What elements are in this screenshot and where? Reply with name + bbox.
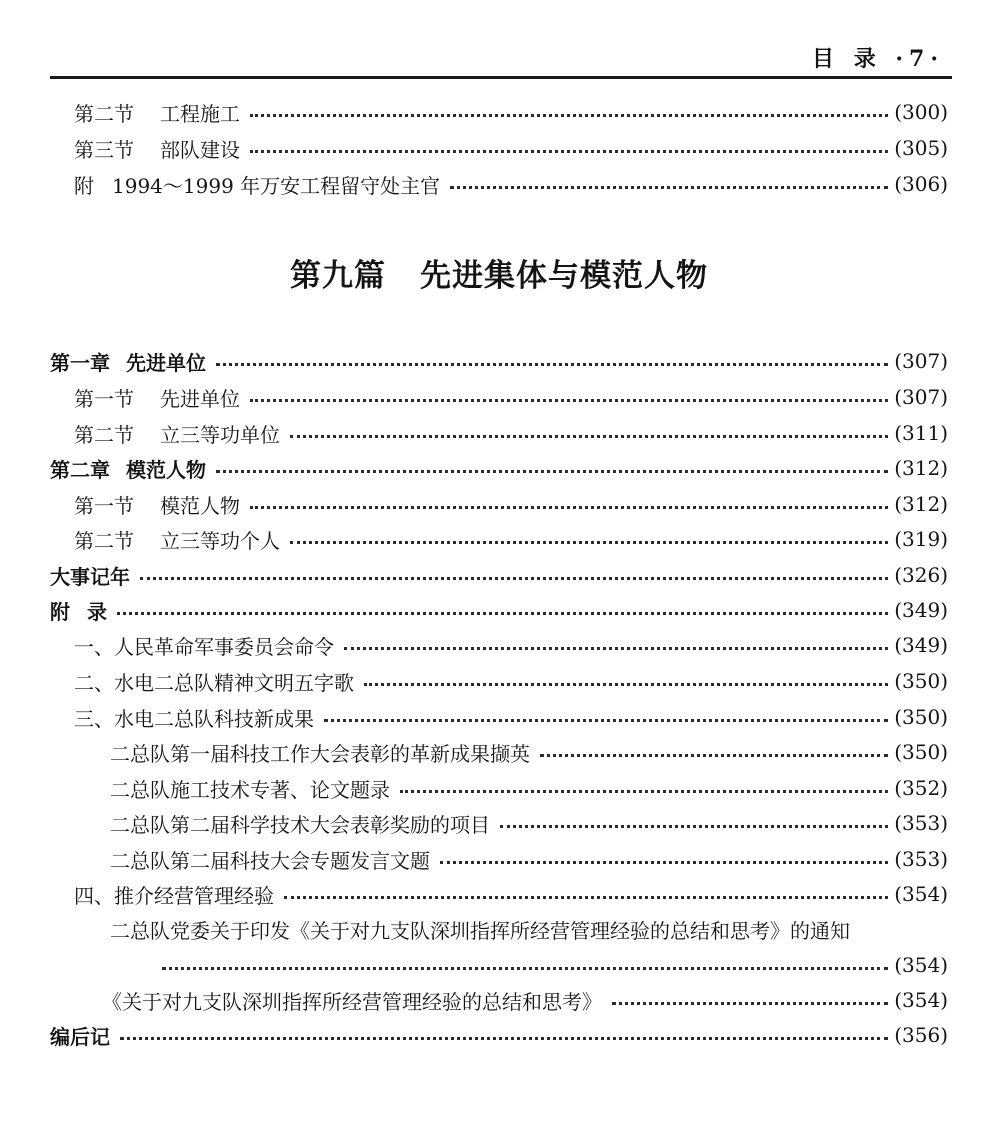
- chapter-title: 先进单位: [126, 350, 206, 375]
- toc-entry[interactable]: [50, 487, 948, 521]
- toc-entry-label: 二总队第一届科技工作大会表彰的革新成果撷英: [110, 741, 530, 766]
- page-number: (350): [894, 705, 948, 729]
- dot-leader: [344, 647, 888, 650]
- toc-entry-label: [50, 419, 288, 448]
- toc-entry-label: 二总队第二届科技大会专题发言文题: [110, 848, 430, 873]
- toc-chapter-entry[interactable]: [50, 344, 948, 378]
- dot-leader: [290, 435, 888, 438]
- dot-leader: [216, 470, 888, 473]
- dot-leader: [250, 114, 888, 117]
- dot-leader: [400, 790, 888, 793]
- page-number: (350): [894, 740, 948, 764]
- toc-entry[interactable]: [50, 95, 948, 129]
- page-number: (350): [894, 669, 948, 693]
- toc-entry-label: 四、推介经营管理经验: [74, 883, 274, 908]
- toc-entry[interactable]: [50, 664, 948, 698]
- page-number: (352): [894, 776, 948, 800]
- section-number: 第二节: [74, 528, 134, 553]
- section-number: 附: [74, 173, 94, 198]
- chapter-number: 第二章: [50, 457, 110, 482]
- toc-entry-label: 一、人民革命军事委员会命令: [74, 634, 334, 659]
- toc-entry-label: 大事记年: [50, 564, 130, 589]
- toc-chapter-entry[interactable]: [50, 451, 948, 485]
- page-number: (354): [894, 882, 948, 906]
- dot-leader: [120, 1037, 888, 1040]
- toc-subentry[interactable]: [50, 735, 948, 769]
- toc-chapter-entry[interactable]: [50, 558, 948, 592]
- dot-leader: [612, 1002, 888, 1005]
- toc-entry[interactable]: [50, 700, 948, 734]
- dot-leader: [540, 754, 888, 757]
- page-number: (307): [894, 385, 948, 409]
- chapter-number: 第一章: [50, 350, 110, 375]
- toc-entry-label: 二、水电二总队精神文明五字歌: [74, 670, 354, 695]
- part-number: 第九篇: [290, 258, 386, 294]
- page-number: (349): [894, 633, 948, 657]
- part-name: 先进集体与模范人物: [420, 258, 708, 294]
- page-number: (300): [894, 100, 948, 124]
- page-number: (349): [894, 598, 948, 622]
- dot-leader: [140, 577, 888, 580]
- dot-leader: [500, 825, 888, 828]
- section-number: 第三节: [74, 137, 134, 162]
- toc-entry[interactable]: [50, 628, 948, 662]
- section-title: 立三等功单位: [160, 422, 280, 447]
- toc-entry[interactable]: [50, 877, 948, 911]
- page-number: (319): [894, 527, 948, 551]
- dot-leader: [117, 612, 888, 615]
- toc-entry-label: 三、水电二总队科技新成果: [74, 706, 314, 731]
- dot-leader: [324, 719, 888, 722]
- dot-leader: [284, 896, 888, 899]
- dot-leader: [450, 186, 888, 189]
- page-number: (354): [894, 988, 948, 1012]
- page-number: (356): [894, 1023, 948, 1047]
- section-number: 第二节: [74, 422, 134, 447]
- toc-entry-label: 《关于对九支队深圳指挥所经营管理经验的总结和思考》: [102, 989, 602, 1014]
- toc-entry-label: 编后记: [50, 1024, 110, 1049]
- toc-continuation[interactable]: [50, 948, 948, 982]
- toc-entry-label: [50, 347, 214, 376]
- dot-leader: [290, 541, 888, 544]
- section-number: 第一节: [74, 386, 134, 411]
- dot-leader: [250, 399, 888, 402]
- toc-entry[interactable]: [50, 167, 948, 201]
- page-number: (311): [894, 421, 948, 445]
- dot-leader: [250, 506, 888, 509]
- toc-entry-label: 二总队第二届科学技术大会表彰奖励的项目: [110, 812, 490, 837]
- toc-subentry[interactable]: [50, 983, 948, 1017]
- toc-entry-label: [50, 525, 288, 554]
- toc-entry-label: [50, 454, 214, 483]
- section-title: 先进单位: [160, 386, 240, 411]
- toc-subentry[interactable]: [50, 806, 948, 840]
- section-title: 工程施工: [160, 101, 240, 126]
- page-number: (312): [894, 492, 948, 516]
- chapter-title: 模范人物: [126, 457, 206, 482]
- page-number: (326): [894, 563, 948, 587]
- toc-subentry[interactable]: [50, 771, 948, 805]
- page-number: (353): [894, 847, 948, 871]
- header-text: 目 录 ·7·: [812, 46, 944, 72]
- toc-entry-label: [50, 490, 248, 519]
- page-number: (312): [894, 456, 948, 480]
- section-title: 部队建设: [160, 137, 240, 162]
- toc-entry-label: 二总队施工技术专著、论文题录: [110, 777, 390, 802]
- toc-entry-label: [50, 170, 448, 199]
- part-title: [50, 250, 948, 295]
- toc-chapter-entry[interactable]: [50, 1018, 948, 1052]
- section-title: 模范人物: [160, 493, 240, 518]
- section-title: 立三等功个人: [160, 528, 280, 553]
- toc-entry[interactable]: [50, 380, 948, 414]
- toc-entry[interactable]: [50, 522, 948, 556]
- dot-leader: [250, 150, 888, 153]
- page-number: (353): [894, 811, 948, 835]
- toc-subentry[interactable]: [50, 842, 948, 876]
- page-number: (305): [894, 136, 948, 160]
- toc-entry-label: 附 录: [50, 599, 107, 624]
- page-number: (354): [894, 953, 948, 977]
- page-number: (306): [894, 172, 948, 196]
- toc-entry-label: [50, 98, 248, 127]
- toc-entry[interactable]: [50, 416, 948, 450]
- dot-leader: [162, 967, 888, 970]
- section-number: 第一节: [74, 493, 134, 518]
- toc-entry-label: [50, 134, 248, 163]
- toc-entry[interactable]: [50, 131, 948, 165]
- dot-leader: [364, 683, 888, 686]
- toc-entry-label: 二总队党委关于印发《关于对九支队深圳指挥所经营管理经验的总结和思考》的通知: [110, 918, 850, 943]
- section-number: 第二节: [74, 101, 134, 126]
- dot-leader: [440, 861, 888, 864]
- dot-leader: [216, 363, 888, 366]
- page-number: (307): [894, 349, 948, 373]
- table-of-contents: [50, 0, 948, 1121]
- section-title: 1994～1999 年万安工程留守处主官: [112, 173, 441, 198]
- toc-subentry[interactable]: [50, 912, 948, 946]
- toc-entry-label: [50, 383, 248, 412]
- toc-chapter-entry[interactable]: [50, 593, 948, 627]
